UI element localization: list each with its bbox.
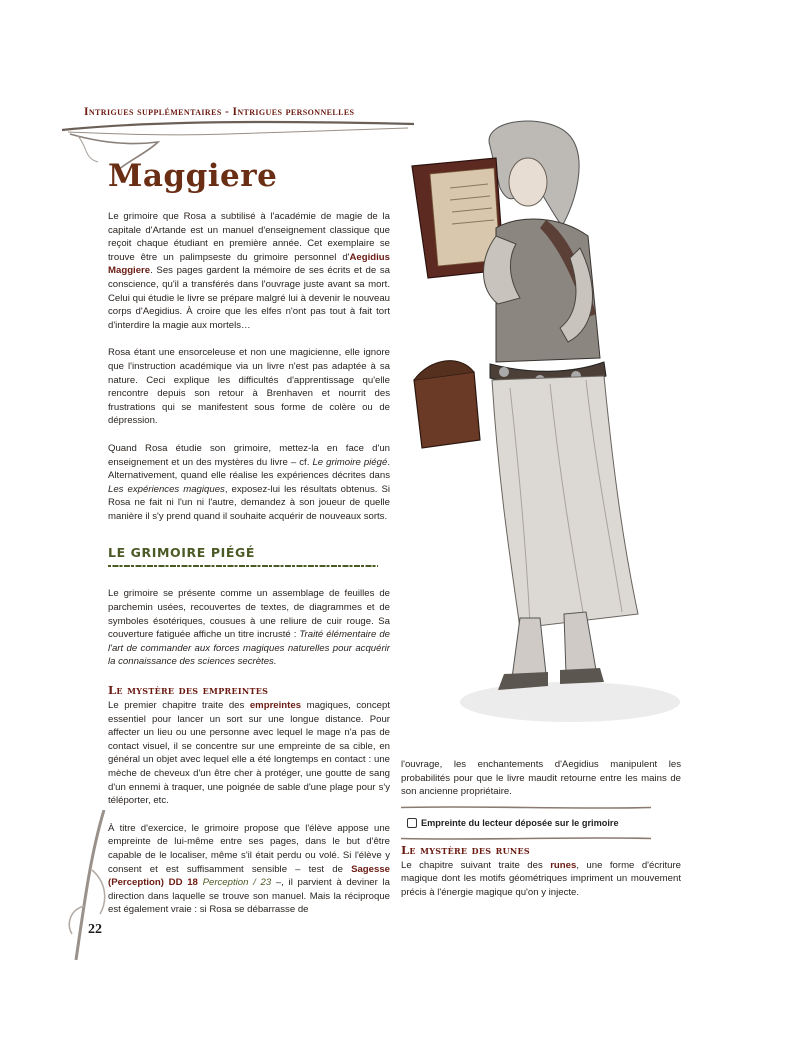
page-title: Maggiere [108,158,278,194]
empreintes-paragraph-2: À titre d'exercice, le grimoire propose que l'élève appose une empreinte de lui-même entre ses pages, dans le but d'être capable de le localiser, même s'il était perdu ou volé. Si l'élève y consent et est suffisamment sensible – test de Sagesse (Perception) DD 18 Perception / 23 –, il parvient à deviner la direction dans laquelle se trouve son manuel. Mais la réciproque est également vraie : si Rosa se débarrasse de [108,822,390,916]
intro-paragraph-2: Rosa étant une ensorceleuse et non une magicienne, elle ignore que l'instruction académique via un livre n'est pas adaptée à sa nature. Ceci explique les difficultés d'apprentissage qu'elle rencontre depuis son retour à Brenhaven et nourrit des frustrations qui se manifestent sous forme de colère ou de dépression. [108,347,390,427]
keyword-empreintes: empreintes [249,700,302,712]
runes-paragraph: Le chapitre suivant traite des runes, une forme d'écriture magique dont les motifs géométriques impriment un mouvement précis à l'énergie magique qu'on y injecte. [401,859,681,898]
character-illustration [400,118,700,730]
running-head: Intrigues supplémentaires - Intrigues personnelles [84,106,355,118]
checkbox-label: Empreinte du lecteur déposée sur le grimoire [421,817,619,828]
heading-rule [108,564,378,568]
page-number: 22 [88,922,102,937]
skill-test: Sagesse (Perception) DD 18 [108,863,390,889]
grimoire-paragraph: Le grimoire se présente comme un assemblage de feuilles de parchemin usées, recouvertes de textes, de diagrammes et de symboles ésotériques, cousues à une reliure de cuir rouge. Sa couverture fatiguée affiche un titre incrusté : Traité élémentaire de l'art de commander aux forces magiques naturelles pour acquérir la connaissance des sciences secrètes. [108,588,390,668]
intro-paragraph-1: Le grimoire que Rosa a subtilisé à l'académie de magie de la capitale d'Artande est un manuel d'enseignement classique que reçoit chaque étudiant en première année. Cet exemplaire se trouve être un palimpseste du grimoire personnel d'Aegidius Maggiere. Ses pages gardent la mémoire de ses écrits et de sa conscience, qu'il a transférés dans l'ouvrage juste avant sa mort. Celui qui étudie le livre se prépare malgré lui à devenir le nouveau corps d'Aegidius. À croire que les elfes n'ont pas tout à fait tort d'interdire la magie aux mortels… [108,211,390,331]
aegidius-name: Aegidius Maggiere [108,251,390,277]
intro-paragraph-3: Quand Rosa étudie son grimoire, mettez-la en face d'un enseignement et un des mystères du livre – cf. Le grimoire piégé. Alternativement, quand elle réalise les expériences décrites dans Les expériences magiques, exposez-lui les résultats obtenus. Si Rosa ne fait ni l'un ni l'autre, demandez à son joueur de quelle manière il s'y prend quand il souhaite acquérir de nouveaux sorts. [108,442,390,522]
subheading-empreintes: Le mystère des empreintes [108,683,269,698]
divider-bottom [401,836,651,841]
tracking-checkbox-line [407,818,681,828]
alt-test: Perception / 23 [197,877,272,889]
right-paragraph-1: l'ouvrage, les enchantements d'Aegidius manipulent les probabilités pour que le livre maudit retourne entre les mains de son ancienne propriétaire. [401,759,681,798]
divider-top [401,805,651,810]
subheading-runes: Le mystère des runes [401,842,530,857]
keyword-runes: runes [550,859,577,871]
imprint-checkbox[interactable] [407,818,417,828]
section-heading-grimoire: LE GRIMOIRE PIÉGÉ [108,545,255,561]
empreintes-paragraph-1: Le premier chapitre traite des empreintes magiques, concept essentiel pour lancer un sort sur une longue distance. Pour affecter un lieu ou une personne avec lequel le mage n'a pas de contact visuel, il se concentre sur une empreinte de sa cible, en général un objet avec lequel elle a été longtemps en contact : une mèche de cheveux d'un être cher à protéger, une goutte de sang d'un ennemi à traquer, une poignée de sable d'une plage pour s'y téléporter, etc. [108,700,390,807]
left-column [108,210,390,931]
right-column [401,758,681,914]
